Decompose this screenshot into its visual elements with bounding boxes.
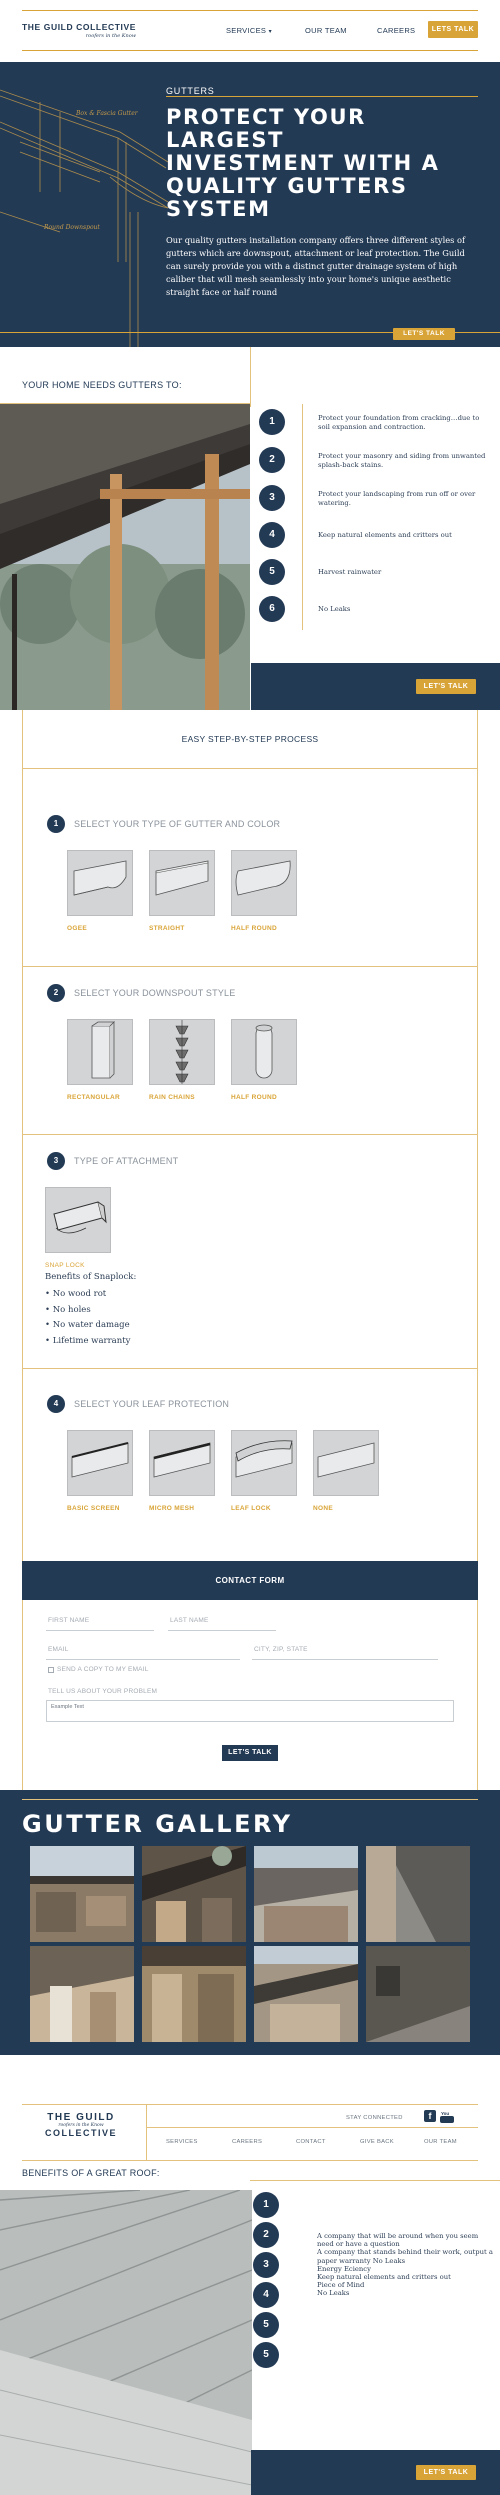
gallery-grid [30,1846,470,2042]
nav-services[interactable] [226,26,272,35]
first-name-field[interactable] [46,1630,154,1631]
downspout-option-rain-chains[interactable] [149,1019,215,1085]
downspout-option-half-round[interactable] [231,1019,297,1085]
gallery-photo[interactable] [254,1846,358,1942]
hero-title [166,106,491,221]
city-field[interactable] [252,1659,438,1660]
leaf-option-micro-mesh[interactable] [149,1430,215,1496]
gallery-photo[interactable] [142,1946,246,2042]
needs-number: 6 [259,596,285,622]
hero-title-line: QUALITY GUTTERS [166,174,408,198]
hero-description: Our quality gutters installation company offers three different styles of gutters which are downspout, attachment or leaf protection. The Guild can surely provide you with a distinct gutter drainage system of high caliber that will mesh seamlessly into your home's unique aesthetic straight face or half round [166,235,466,297]
needs-lets-talk-button[interactable]: LET'S TALK [416,679,476,694]
email-label: EMAIL [48,1646,69,1653]
benefit-item: • No water damage [45,1320,130,1330]
gallery-photo[interactable] [30,1946,134,2042]
gallery-photo[interactable] [142,1846,246,1942]
footer-top-rule [22,2104,478,2105]
benefit-line: Energy Eciency [317,2264,371,2273]
benefit-number: 4 [253,2282,279,2308]
header-bottom-rule [22,50,478,51]
copy-checkbox[interactable] [48,1667,54,1673]
option-label: NONE [313,1505,333,1512]
leaf-lock-icon [232,1431,296,1495]
hero-title-line: PROTECT YOUR LARGEST [166,105,366,152]
problem-textarea[interactable]: Example Text [46,1700,454,1722]
gallery-photo[interactable] [30,1846,134,1942]
youtube-logo-shape [440,2111,454,2123]
needs-number: 3 [259,485,285,511]
porch-gutter-photo [0,404,250,710]
benefit-text: Lifetime warranty [52,1335,131,1346]
micro-mesh-icon [150,1431,214,1495]
benefit-number: 5 [253,2342,279,2368]
gallery-photo[interactable] [366,1846,470,1942]
hero-lets-talk-button[interactable]: LET'S TALK [393,328,455,340]
nav-our-team[interactable]: OUR TEAM [305,26,347,35]
gallery-photo[interactable] [254,1946,358,2042]
footer-link-services[interactable]: SERVICES [166,2139,198,2145]
snap-lock-icon [46,1188,110,1252]
last-name-label: LAST NAME [170,1617,209,1624]
needs-item-text: Keep natural elements and critters out [318,531,452,539]
leaf-option-basic-screen[interactable] [67,1430,133,1496]
gutter-option-ogee[interactable] [67,850,133,916]
city-label: CITY, ZIP, STATE [254,1646,308,1653]
rain-chain-icon [150,1020,214,1084]
benefits-heading: BENEFITS OF A GREAT ROOF: [22,2168,160,2178]
copy-to-email-option[interactable] [48,1666,149,1673]
benefit-text: No wood rot [52,1289,107,1299]
benefit-number: 2 [253,2222,279,2248]
site-header [0,0,500,62]
step-divider [22,966,478,967]
needs-number: 4 [259,522,285,548]
step-title: TYPE OF ATTACHMENT [74,1156,179,1166]
chevron-down-icon: ▾ [268,29,272,35]
benefit-item: • Lifetime warranty [45,1335,131,1346]
open-gutter-icon [314,1431,378,1495]
benefit-item: • No holes [45,1304,91,1315]
benefit-line: A company that will be around when you seem need or have a question [317,2232,479,2249]
stay-connected-label: STAY CONNECTED [346,2115,403,2121]
email-field[interactable] [46,1659,240,1660]
gutter-sketch-illustration [0,62,180,347]
needs-item-text: Protect your foundation from cracking…due to soil expansion and contraction. [318,414,480,431]
benefits-heading-rule [250,2180,500,2181]
option-label: OGEE [67,925,87,932]
step-title: SELECT YOUR DOWNSPOUT STYLE [74,988,236,998]
benefits-list [251,2190,500,2450]
header-lets-talk-button[interactable]: LETS TALK [428,21,478,38]
first-name-label: FIRST NAME [48,1617,90,1624]
option-label: BASIC SCREEN [67,1505,120,1512]
downspout-option-rectangular[interactable] [67,1019,133,1085]
logo-tagline: roofers in the Know [85,33,136,39]
footer-logo-tagline: roofers in the Know [58,2123,104,2128]
step-divider [22,1368,478,1369]
option-label: MICRO MESH [149,1505,195,1512]
option-label: HALF ROUND [231,925,277,932]
basic-screen-icon [68,1431,132,1495]
benefit-text: No holes [52,1304,91,1315]
benefit-line: Piece of Mind [317,2281,365,2290]
snaplock-benefits-list [45,1287,130,1349]
benefit-line: No Leaks [317,2289,350,2298]
footer-link-our-team[interactable]: OUR TEAM [424,2139,457,2145]
benefit-number: 3 [253,2252,279,2278]
option-label: RAIN CHAINS [149,1094,195,1101]
needs-item-text: No Leaks [318,605,351,613]
gallery-title: GUTTER GALLERY [22,1810,293,1838]
hero-title-line: INVESTMENT WITH A [166,151,440,175]
gutter-option-straight[interactable] [149,850,215,916]
process-heading: EASY STEP-BY-STEP PROCESS [181,734,319,744]
nav-services-label: SERVICES [226,26,267,35]
benefits-lets-talk-button[interactable]: LET'S TALK [416,2465,476,2480]
gallery-top-rule [22,1799,478,1800]
needs-number: 5 [259,559,285,585]
youtube-icon[interactable] [440,2110,454,2122]
sketch-label-box-fascia: Box & Fascia Gutter [76,110,138,117]
footer-mid-rule [146,2127,478,2128]
option-label: LEAF LOCK [231,1505,271,1512]
gutter-option-half-round[interactable] [231,850,297,916]
needs-item-text: Protect your masonry and siding from unwanted splash-back stains. [318,452,486,469]
needs-number: 2 [259,447,285,473]
contact-submit-button[interactable]: LET'S TALK [222,1745,278,1761]
benefit-number: 5 [253,2312,279,2338]
needs-item-text: Protect your landscaping from run off or over watering. [318,490,476,507]
needs-item-text: Harvest rainwater [318,568,382,576]
benefit-item: • No wood rot [45,1289,107,1299]
logo[interactable] [22,22,136,39]
option-label: RECTANGULAR [67,1094,121,1101]
logo-wordmark: THE GUILD COLLECTIVE [22,22,136,32]
straight-gutter-icon [150,851,214,915]
benefit-number: 1 [253,2192,279,2218]
footer-logo[interactable] [22,2112,140,2148]
process-heading-rule [22,768,478,769]
contact-form-header [22,1561,478,1600]
step-title: SELECT YOUR LEAF PROTECTION [74,1399,230,1409]
needs-heading: YOUR HOME NEEDS GUTTERS TO: [22,380,182,390]
nav-careers[interactable]: CAREERS [377,26,416,35]
step-title: SELECT YOUR TYPE OF GUTTER AND COLOR [74,819,281,829]
problem-label: TELL US ABOUT YOUR PROBLEM [48,1688,158,1695]
snaplock-benefits-title: Benefits of Snaplock: [45,1272,137,1282]
half-round-gutter-icon [232,851,296,915]
step-number: 1 [47,815,65,833]
option-label: STRAIGHT [149,925,185,932]
step-number: 4 [47,1395,65,1413]
gallery-photo[interactable] [366,1946,470,2042]
svg-text:You: You [441,2111,450,2116]
last-name-field[interactable] [168,1630,276,1631]
step-number: 2 [47,984,65,1002]
leaf-option-none[interactable] [313,1430,379,1496]
sketch-label-downspout: Round Downspout [44,224,100,231]
facebook-icon[interactable]: f [424,2110,436,2122]
step-divider [22,1134,478,1135]
needs-divider [250,347,251,407]
footer-link-contact[interactable]: CONTACT [296,2139,326,2145]
hero-title-line: SYSTEM [166,197,271,221]
hero-eyebrow: GUTTERS [166,86,215,96]
footer-link-give-back[interactable]: GIVE BACK [360,2139,394,2145]
footer-vertical-rule [146,2104,147,2160]
footer-logo-bottom: COLLECTIVE [44,2128,117,2138]
benefit-line: A company that stands behind their work, output a paper warranty No Leaks [317,2248,493,2265]
ogee-gutter-icon [68,851,132,915]
footer-logo-top: THE GUILD [47,2112,115,2123]
header-top-rule [22,10,478,11]
footer-bottom-rule [22,2160,478,2161]
needs-number: 1 [259,409,285,435]
round-downspout-icon [232,1020,296,1084]
benefit-text: No water damage [52,1320,130,1330]
benefit-line: Keep natural elements and critters out [317,2273,451,2282]
step-number: 3 [47,1152,65,1170]
option-label: SNAP LOCK [45,1262,85,1269]
contact-form-title: CONTACT FORM [215,1576,285,1585]
benefits-text-block [317,2232,497,2298]
attachment-option-snap-lock[interactable] [45,1187,111,1253]
hero-section [0,62,500,347]
needs-list [251,404,500,630]
copy-checkbox-label: SEND A COPY TO MY EMAIL [57,1666,149,1673]
hero-eyebrow-rule [166,96,478,97]
footer-link-careers[interactable]: CAREERS [232,2139,263,2145]
leaf-option-leaf-lock[interactable] [231,1430,297,1496]
rectangular-downspout-icon [68,1020,132,1084]
metal-roof-photo [0,2190,252,2495]
option-label: HALF ROUND [231,1094,277,1101]
